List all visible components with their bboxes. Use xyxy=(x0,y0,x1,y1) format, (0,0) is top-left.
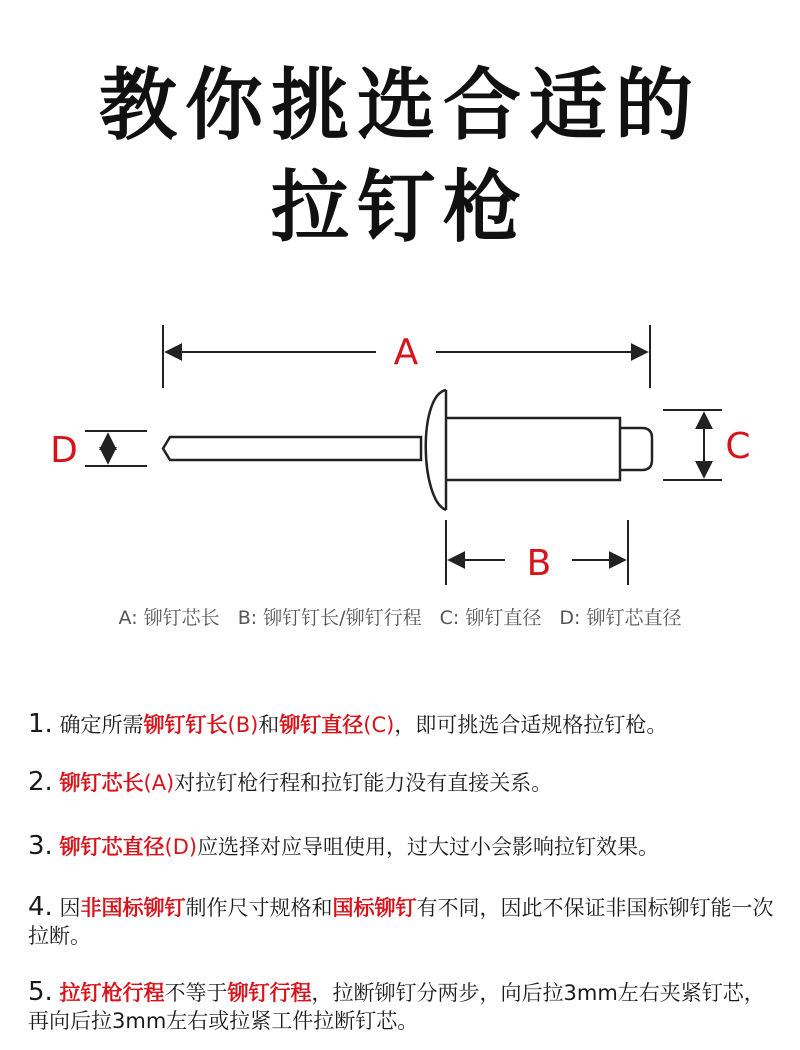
note-ref: (C) xyxy=(363,713,395,737)
note-ref: (B) xyxy=(227,713,259,737)
note-highlight: 铆钉芯长 xyxy=(59,771,144,795)
note-text: 有不同，因此不保证非国标铆钉能一次拉断。 xyxy=(28,896,774,948)
note-highlight: 国标铆钉 xyxy=(332,896,417,920)
rivet-mandrel-tip xyxy=(620,428,652,470)
rivet-body xyxy=(446,418,620,480)
page-title-line1: 教你挑选合适的 xyxy=(98,61,701,151)
note-5 xyxy=(28,978,778,1035)
note-number: 4. xyxy=(28,892,53,922)
note-ref: (D) xyxy=(164,835,198,859)
rivet-mandrel xyxy=(163,437,421,460)
note-text: 不等于 xyxy=(164,981,228,1005)
rivet-diagram xyxy=(0,300,800,600)
legend-d: D: 铆钉芯直径 xyxy=(559,607,682,629)
label-c: C xyxy=(725,426,751,467)
note-text: 制作尺寸规格和 xyxy=(185,896,333,920)
note-highlight: 铆钉钉长 xyxy=(143,713,228,737)
note-text: ，即可挑选合适规格拉钉枪。 xyxy=(394,713,668,737)
note-highlight: 铆钉芯直径 xyxy=(59,835,165,859)
legend-c: C: 铆钉直径 xyxy=(439,607,542,629)
dimension-legend xyxy=(0,603,800,630)
note-text: 对拉钉枪行程和拉钉能力没有直接关系。 xyxy=(174,771,553,795)
note-text: 因 xyxy=(52,896,81,920)
note-highlight: 拉钉枪行程 xyxy=(59,981,165,1005)
legend-a: A: 铆钉芯长 xyxy=(118,607,220,629)
note-number: 1. xyxy=(28,709,53,739)
note-text: 应选择对应导咀使用，过大过小会影响拉钉效果。 xyxy=(197,835,660,859)
note-4 xyxy=(28,893,778,950)
page-title-line2: 拉钉枪 xyxy=(270,163,529,253)
note-number: 2. xyxy=(28,767,53,797)
note-highlight: 铆钉直径 xyxy=(279,713,364,737)
label-a: A xyxy=(393,332,419,373)
note-number: 3. xyxy=(28,831,53,861)
note-highlight: 非国标铆钉 xyxy=(80,896,186,920)
label-d: D xyxy=(50,430,78,471)
note-3 xyxy=(28,832,778,861)
note-ref: (A) xyxy=(143,771,175,795)
note-text: 和 xyxy=(258,713,280,737)
note-text: 确定所需 xyxy=(52,713,144,737)
note-highlight: 铆钉行程 xyxy=(227,981,312,1005)
note-text: ，拉断铆钉分两步，向后拉3mm左右夹紧钉芯，再向后拉3mm左右或拉紧工件拉断钉芯。 xyxy=(28,981,765,1033)
rivet-head xyxy=(426,390,446,510)
note-1 xyxy=(28,710,778,739)
label-b: B xyxy=(526,543,552,584)
legend-b: B: 铆钉钉长/铆钉行程 xyxy=(237,607,422,629)
note-2 xyxy=(28,768,778,797)
note-number: 5. xyxy=(28,977,53,1007)
